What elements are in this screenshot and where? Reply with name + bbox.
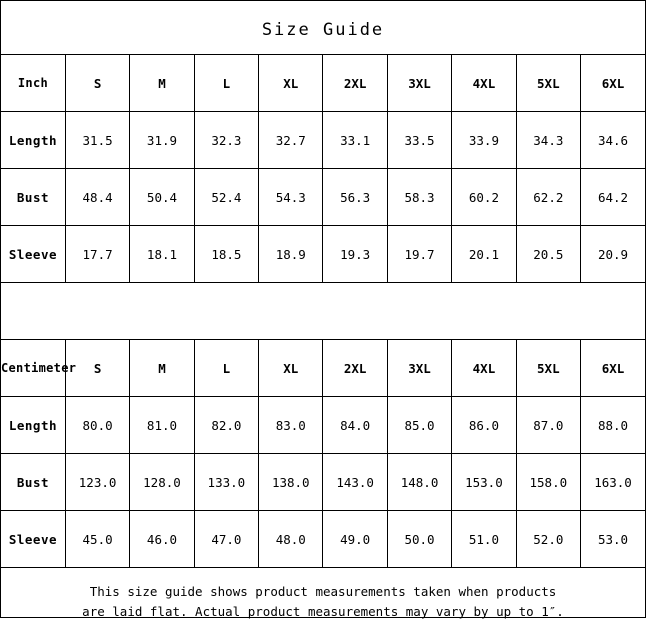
cell-inch-bust-xl: 54.3 — [259, 169, 323, 226]
size-header-m: M — [130, 340, 194, 397]
inch-size-table — [1, 55, 645, 282]
cell-cm-sleeve-5xl: 52.0 — [516, 511, 580, 568]
size-header-5xl: 5XL — [516, 340, 580, 397]
cell-cm-bust-4xl: 153.0 — [452, 454, 516, 511]
size-header-2xl: 2XL — [323, 340, 387, 397]
cell-inch-sleeve-4xl: 20.1 — [452, 226, 516, 283]
table-row — [1, 454, 645, 511]
cell-cm-sleeve-s: 45.0 — [65, 511, 129, 568]
cell-inch-bust-m: 50.4 — [130, 169, 194, 226]
cell-inch-sleeve-l: 18.5 — [194, 226, 258, 283]
cell-cm-bust-6xl: 163.0 — [581, 454, 645, 511]
cell-cm-length-2xl: 84.0 — [323, 397, 387, 454]
row-label-bust: Bust — [1, 454, 65, 511]
cell-cm-bust-s: 123.0 — [65, 454, 129, 511]
footnote-line-2: are laid flat. Actual product measurements may vary by up to 1″. — [82, 604, 564, 619]
cell-inch-sleeve-m: 18.1 — [130, 226, 194, 283]
size-header-xl: XL — [259, 55, 323, 112]
cell-cm-sleeve-m: 46.0 — [130, 511, 194, 568]
size-header-3xl: 3XL — [387, 340, 451, 397]
size-header-l: L — [194, 55, 258, 112]
cell-cm-bust-m: 128.0 — [130, 454, 194, 511]
table-row — [1, 226, 645, 283]
cell-inch-length-6xl: 34.6 — [581, 112, 645, 169]
unit-label-inch: Inch — [1, 55, 65, 112]
cell-inch-length-m: 31.9 — [130, 112, 194, 169]
cell-inch-length-xl: 32.7 — [259, 112, 323, 169]
table-row — [1, 112, 645, 169]
cell-cm-length-l: 82.0 — [194, 397, 258, 454]
cell-inch-length-s: 31.5 — [65, 112, 129, 169]
row-label-bust: Bust — [1, 169, 65, 226]
cell-inch-sleeve-2xl: 19.3 — [323, 226, 387, 283]
cell-inch-bust-5xl: 62.2 — [516, 169, 580, 226]
cell-inch-bust-2xl: 56.3 — [323, 169, 387, 226]
cell-cm-bust-l: 133.0 — [194, 454, 258, 511]
cell-cm-sleeve-2xl: 49.0 — [323, 511, 387, 568]
cell-cm-sleeve-3xl: 50.0 — [387, 511, 451, 568]
cell-inch-sleeve-xl: 18.9 — [259, 226, 323, 283]
size-header-s: S — [65, 55, 129, 112]
size-header-5xl: 5XL — [516, 55, 580, 112]
cell-inch-length-2xl: 33.1 — [323, 112, 387, 169]
row-label-sleeve: Sleeve — [1, 511, 65, 568]
cell-cm-bust-5xl: 158.0 — [516, 454, 580, 511]
size-header-xl: XL — [259, 340, 323, 397]
cell-cm-length-xl: 83.0 — [259, 397, 323, 454]
page-title: Size Guide — [261, 20, 385, 40]
cell-inch-sleeve-3xl: 19.7 — [387, 226, 451, 283]
cell-inch-sleeve-5xl: 20.5 — [516, 226, 580, 283]
row-label-length: Length — [1, 397, 65, 454]
cell-cm-bust-2xl: 143.0 — [323, 454, 387, 511]
table-header-row — [1, 55, 645, 112]
size-header-s: S — [65, 340, 129, 397]
table-row — [1, 511, 645, 568]
centimeter-table-wrap — [1, 339, 645, 568]
centimeter-size-table — [1, 340, 645, 567]
cell-inch-bust-4xl: 60.2 — [452, 169, 516, 226]
size-header-2xl: 2XL — [323, 55, 387, 112]
cell-inch-length-l: 32.3 — [194, 112, 258, 169]
cell-inch-bust-6xl: 64.2 — [581, 169, 645, 226]
cell-inch-bust-l: 52.4 — [194, 169, 258, 226]
footnote — [1, 568, 645, 622]
size-header-6xl: 6XL — [581, 340, 645, 397]
cell-cm-sleeve-6xl: 53.0 — [581, 511, 645, 568]
table-row — [1, 397, 645, 454]
size-header-4xl: 4XL — [452, 55, 516, 112]
footnote-line-1: This size guide shows product measurements taken when products — [89, 584, 557, 599]
cell-cm-sleeve-4xl: 51.0 — [452, 511, 516, 568]
cell-inch-bust-3xl: 58.3 — [387, 169, 451, 226]
cell-inch-bust-s: 48.4 — [65, 169, 129, 226]
row-label-length: Length — [1, 112, 65, 169]
size-header-m: M — [130, 55, 194, 112]
table-header-row — [1, 340, 645, 397]
cell-cm-sleeve-xl: 48.0 — [259, 511, 323, 568]
cell-cm-length-5xl: 87.0 — [516, 397, 580, 454]
table-separator — [1, 283, 645, 339]
cell-inch-length-4xl: 33.9 — [452, 112, 516, 169]
inch-table-wrap — [1, 54, 645, 283]
table-row — [1, 169, 645, 226]
cell-cm-length-6xl: 88.0 — [581, 397, 645, 454]
size-header-4xl: 4XL — [452, 340, 516, 397]
cell-inch-length-5xl: 34.3 — [516, 112, 580, 169]
cell-cm-bust-xl: 138.0 — [259, 454, 323, 511]
cell-cm-sleeve-l: 47.0 — [194, 511, 258, 568]
cell-cm-bust-3xl: 148.0 — [387, 454, 451, 511]
cell-cm-length-m: 81.0 — [130, 397, 194, 454]
cell-inch-length-3xl: 33.5 — [387, 112, 451, 169]
cell-inch-sleeve-s: 17.7 — [65, 226, 129, 283]
cell-inch-sleeve-6xl: 20.9 — [581, 226, 645, 283]
cell-cm-length-3xl: 85.0 — [387, 397, 451, 454]
size-header-6xl: 6XL — [581, 55, 645, 112]
size-header-3xl: 3XL — [387, 55, 451, 112]
row-label-sleeve: Sleeve — [1, 226, 65, 283]
cell-cm-length-s: 80.0 — [65, 397, 129, 454]
cell-cm-length-4xl: 86.0 — [452, 397, 516, 454]
unit-label-centimeter: Centimeter — [1, 340, 65, 397]
size-header-l: L — [194, 340, 258, 397]
